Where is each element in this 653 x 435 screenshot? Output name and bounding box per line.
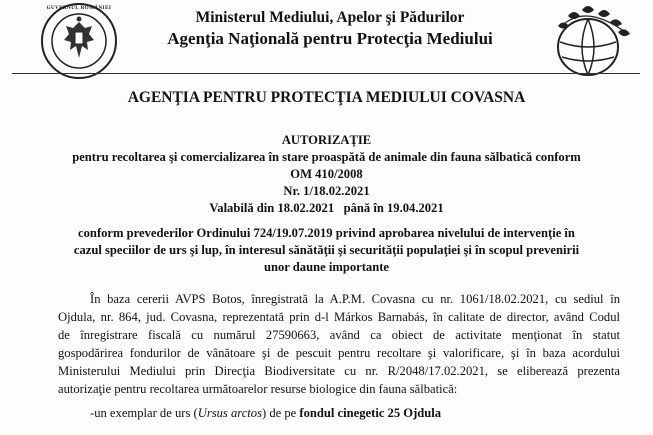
ministry-title: Ministerul Mediului, Apelor şi Pădurilor xyxy=(195,9,465,26)
subtitle-line-3: unor daune importante xyxy=(263,260,390,274)
body-line-5: Ministerului Mediului prin Direcţia Biodiversitate cu nr. R/2048/17.02.2021, se eliberează prezenta xyxy=(58,364,620,378)
authorization-number: Nr. 1/18.02.2021 xyxy=(283,184,370,198)
item-fund: fondul cinegetic 25 Ojdula xyxy=(299,406,442,420)
item-prefix: -un exemplar de urs ( xyxy=(90,406,198,420)
document-purpose: pentru recoltarea şi comercializarea în stare proaspătă de animale din fauna sălbatică conform xyxy=(72,150,581,164)
local-agency-title: AGENŢIA PENTRU PROTECŢIA MEDIULUI COVASNA xyxy=(127,89,526,106)
document-heading: AUTORIZAŢIE xyxy=(281,133,372,147)
order-reference: OM 410/2008 xyxy=(290,167,363,181)
body-line-6: autorizaţie pentru recoltarea următoarelor resurse biologice din fauna sălbatică: xyxy=(58,382,458,396)
national-agency-title: Agenţia Naţională pentru Protecţia Mediului xyxy=(167,29,493,48)
body-line-1: În baza cererii AVPS Botos, înregistrată la A.P.M. Covasna cu nr. 1061/18.02.2021, cu sediul în xyxy=(90,292,620,306)
body-line-3: de înregistrare fiscală cu numărul 27590663, având ca obiect de activitate menţionat în statut xyxy=(58,328,620,342)
item-middle: ) de pe xyxy=(261,406,300,420)
harvest-item xyxy=(90,406,441,421)
subtitle-line-1: conform prevederilor Ordinului 724/19.07.2019 privind aprobarea nivelului de intervenţie în xyxy=(78,226,575,240)
body-line-2: Ojdula, nr. 864, jud. Covasna, reprezentată prin d-l Márkos Barnabás, în calitate de director, având Codul xyxy=(58,310,620,324)
item-species: Ursus arctos xyxy=(197,406,262,420)
validity-period: Valabilă din 18.02.2021 până în 19.04.2021 xyxy=(209,201,444,215)
body-line-4: gospodărirea fondurilor de vânătoare şi de pescuit pentru recoltare şi valorificare, şi în baza acordului xyxy=(58,346,620,360)
seal-lettering: GUVERNUL ROMÂNIEI xyxy=(46,6,112,11)
subtitle-line-2: cazul speciilor de urs şi lup, în interesul sănătăţii şi securităţii populaţiei şi în scopul prevenirii xyxy=(73,243,580,257)
body-paragraph xyxy=(58,290,620,398)
header-divider xyxy=(12,73,640,74)
